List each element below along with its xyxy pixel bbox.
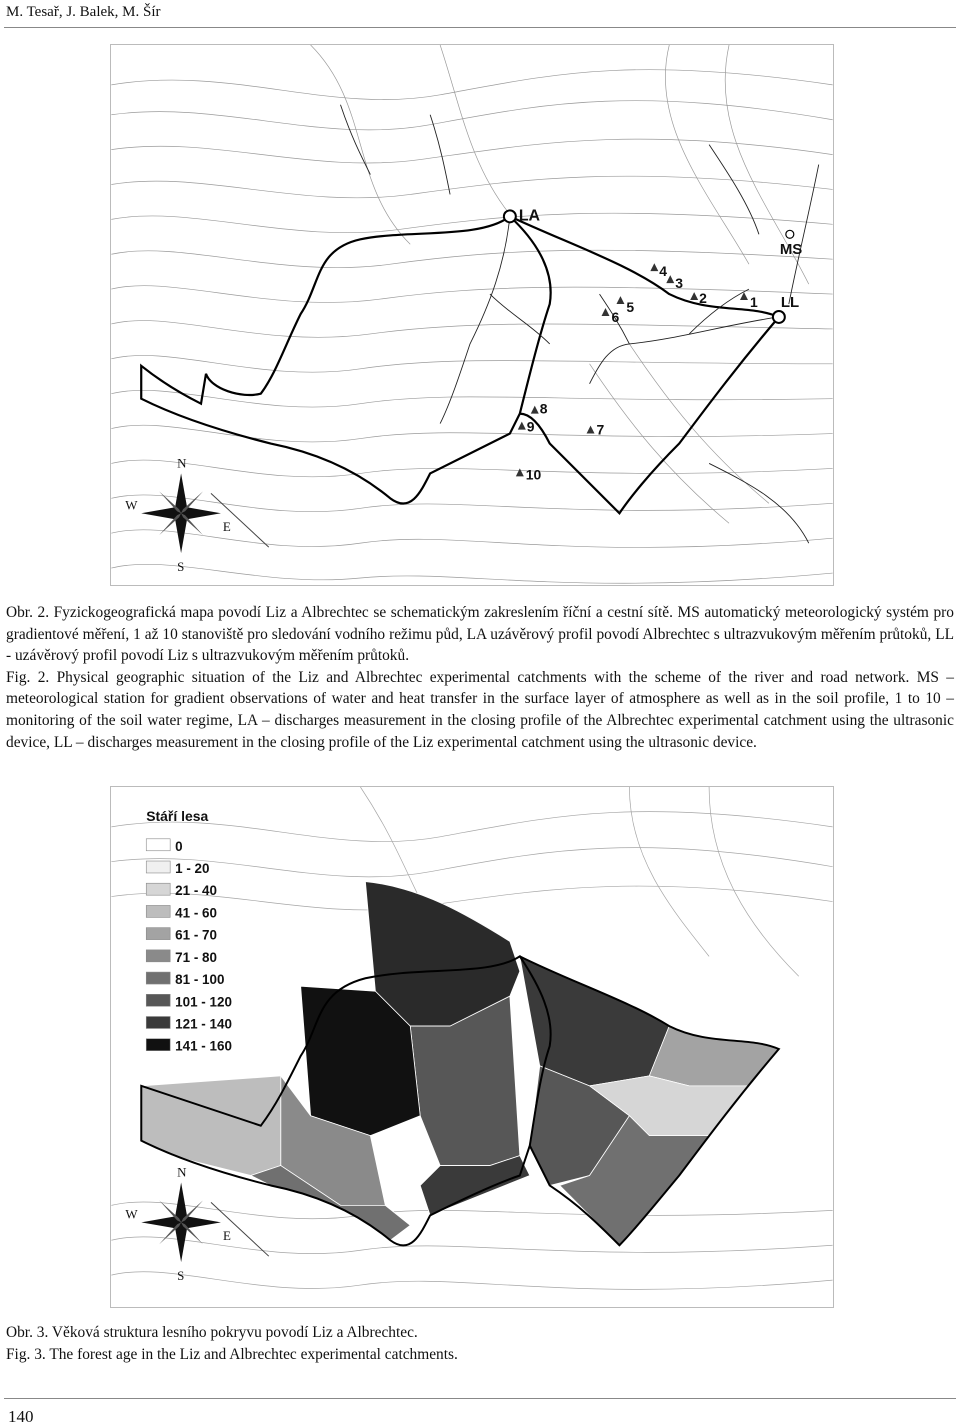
topographic-map — [111, 45, 833, 585]
caption-czech: Obr. 2. Fyzickogeografická mapa povodí Liz a Albrechtec se schematickým zakreslením říční a cestní sítě. MS automatický meteorologický systém pro gradientové měření, 1 až 10 stanoviště pro sledování vodního režimu půd, LA uzávěrový profil povodí Albrechtec s ultrazvukovým měřením průtoků, LL - uzávěrový profil povodí Liz s ultrazvukovým měřením průtoků. — [6, 604, 954, 665]
label-ll: LL — [780, 294, 800, 312]
station-4-icon — [650, 263, 658, 271]
forest-age-map — [111, 787, 833, 1307]
legend-label: 121 - 140 — [175, 1016, 232, 1032]
station-9-icon — [518, 422, 526, 430]
legend-swatch — [146, 1039, 170, 1051]
header-rule — [4, 27, 956, 28]
ll-gauge-icon — [773, 311, 785, 323]
legend-swatch — [146, 994, 170, 1006]
label-station-10: 10 — [525, 466, 542, 483]
legend-label: 101 - 120 — [175, 994, 232, 1010]
legend-swatch — [146, 883, 170, 895]
legend-swatch — [146, 839, 170, 851]
label-station-5: 5 — [626, 299, 635, 316]
compass-rose — [125, 455, 268, 574]
legend-label: 0 — [175, 838, 183, 854]
legend-label: 61 - 70 — [175, 927, 217, 943]
legend-swatch — [146, 950, 170, 962]
figure-2-map — [110, 44, 834, 586]
station-6-icon — [602, 308, 610, 316]
forest-stands — [141, 882, 779, 1246]
station-5-icon — [616, 296, 624, 304]
figure-3-caption — [6, 1322, 954, 1365]
caption-czech: Obr. 3. Věková struktura lesního pokryvu povodí Liz a Albrechtec. — [6, 1324, 418, 1341]
compass-s: S — [177, 1268, 185, 1284]
legend-swatch — [146, 972, 170, 984]
station-7-icon — [587, 426, 595, 434]
compass-e: E — [222, 519, 231, 535]
legend-label: 41 - 60 — [175, 905, 217, 921]
legend-title: Stáří lesa — [146, 807, 209, 824]
map-labels — [519, 207, 802, 482]
ms-station-icon — [786, 230, 794, 238]
caption-english: Fig. 2. Physical geographic situation of the Liz and Albrechtec experimental catchments with the scheme of the river and road network. MS – meteorological station for gradient observations of water and heat transfer in the surface layer of atmosphere as well as in the soil profile, 1 to 10 – monitoring of the soil water regime, LA – discharges measurement in the closing profile of the Albrechtec experimental catchment using the ultrasonic device, LL – discharges measurement in the closing profile of the Liz experimental catchment using the ultrasonic device. — [6, 668, 954, 751]
legend-swatch — [146, 905, 170, 917]
compass-s: S — [177, 559, 185, 575]
legend-items — [146, 839, 232, 1054]
station-3-icon — [666, 275, 674, 283]
label-station-1: 1 — [749, 294, 758, 311]
running-header: M. Tesař, J. Balek, M. Šír — [6, 4, 161, 20]
label-station-6: 6 — [611, 308, 620, 325]
label-station-8: 8 — [539, 400, 548, 417]
compass-n: N — [177, 1164, 187, 1180]
legend-label: 21 - 40 — [175, 883, 217, 899]
station-8-icon — [531, 406, 539, 414]
legend-swatch — [146, 928, 170, 940]
compass-rose — [125, 1165, 268, 1284]
legend — [146, 808, 232, 1054]
compass-e: E — [222, 1228, 231, 1244]
compass-n: N — [177, 455, 187, 471]
page-number: 140 — [8, 1407, 34, 1426]
figure-2-caption — [6, 602, 954, 753]
legend-label: 141 - 160 — [175, 1038, 232, 1054]
label-station-3: 3 — [675, 275, 684, 292]
label-ms: MS — [779, 241, 803, 259]
contour-lines — [111, 45, 832, 583]
legend-swatch — [146, 861, 170, 873]
station-2-icon — [690, 292, 698, 300]
la-gauge-icon — [504, 210, 516, 222]
label-station-9: 9 — [526, 418, 535, 435]
legend-label: 81 - 100 — [175, 972, 225, 988]
label-station-7: 7 — [596, 421, 605, 438]
figure-3-map — [110, 786, 834, 1308]
legend-swatch — [146, 1017, 170, 1029]
label-station-2: 2 — [699, 290, 707, 307]
legend-label: 1 - 20 — [175, 860, 210, 876]
label-la: LA — [518, 207, 541, 225]
footer-rule — [4, 1398, 956, 1399]
label-station-4: 4 — [659, 263, 668, 280]
legend-label: 71 - 80 — [175, 949, 217, 965]
compass-w: W — [125, 1206, 138, 1222]
station-10-icon — [516, 468, 524, 476]
caption-english: Fig. 3. The forest age in the Liz and Albrechtec experimental catchments. — [6, 1345, 458, 1363]
compass-w: W — [125, 497, 138, 513]
